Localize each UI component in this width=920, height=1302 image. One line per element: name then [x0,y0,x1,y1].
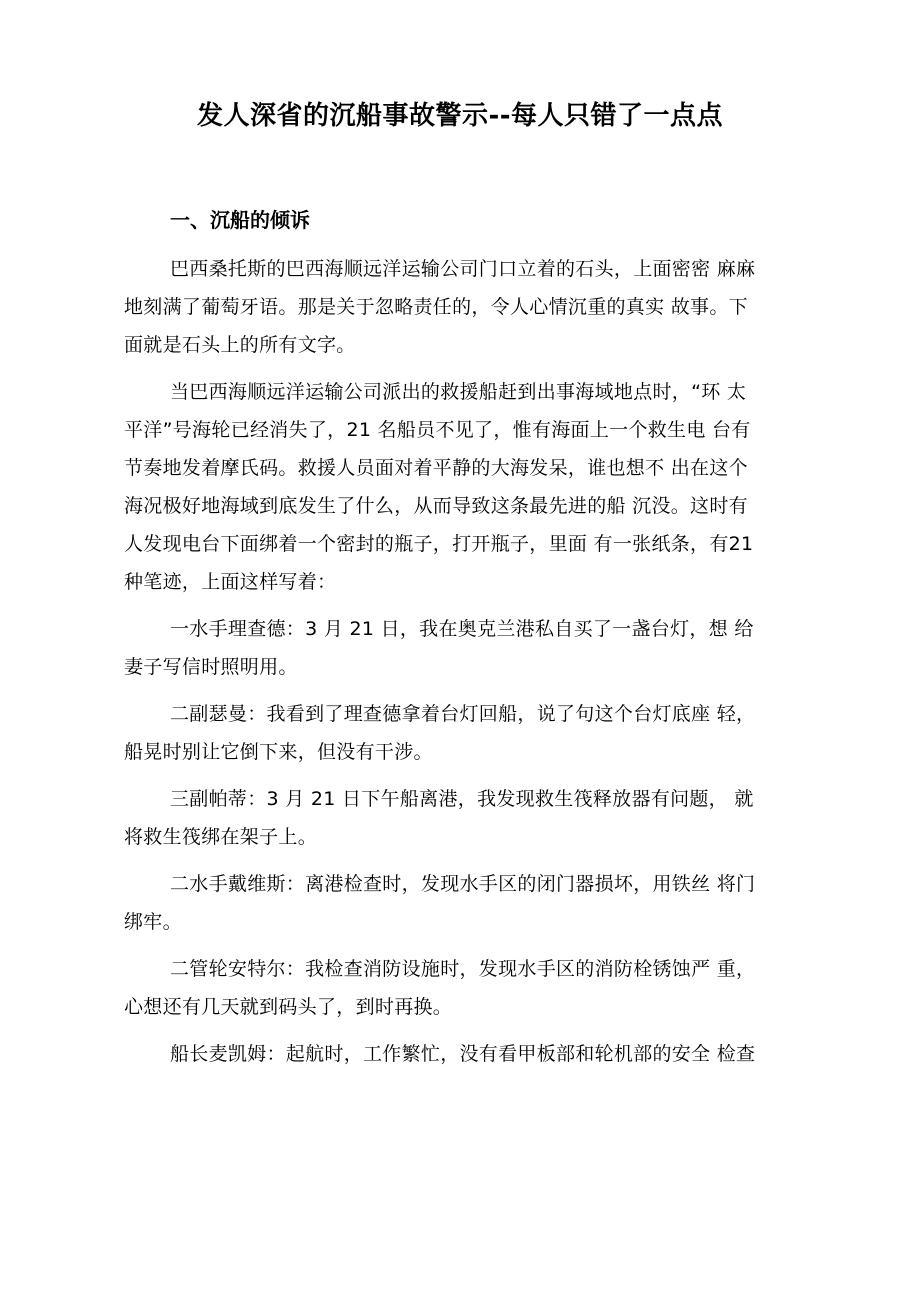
paragraph [124,865,804,941]
paragraph-line: 种笔迹，上面这样写着： [124,571,337,593]
paragraph-line: 妻子写信时照明用。 [124,656,298,678]
document-title: 发人深省的沉船事故警示--每人只错了一点点 [196,101,724,131]
paragraph [124,250,804,364]
paragraph-line: 平洋”号海轮已经消失了，21 名船员不见了，惟有海面上一个救生电 台有 [124,419,751,441]
paragraph [124,610,804,686]
paragraph [124,1035,804,1073]
paragraph-line: 船晃时别让它倒下来，但没有干涉。 [124,741,433,763]
paragraph-line: 二管轮安特尔：我检查消防设施时，发现水手区的消防栓锈蚀严 重， [170,958,756,980]
paragraph-line: 二水手戴维斯：离港检查时，发现水手区的闭门器损坏，用铁丝 将门 [170,873,756,895]
paragraph-line: 节奏地发着摩氏码。救援人员面对着平静的大海发呆，谁也想不 出在这个 [124,457,748,479]
paragraph-line: 三副帕蒂：3 月 21 日下午船离港，我发现救生筏释放器有问题， 就 [170,788,754,810]
paragraph-line: 将救生筏绑在架子上。 [124,826,318,848]
paragraph-line: 面就是石头上的所有文字。 [124,334,356,356]
paragraph-line: 海况极好地海域到底发生了什么，从而导致这条最先进的船 沉没。这时有 [124,495,748,517]
paragraph [124,950,804,1026]
paragraph-line: 二副瑟曼：我看到了理查德拿着台灯回船，说了句这个台灯底座 轻， [170,703,756,725]
paragraph-line: 地刻满了葡萄牙语。那是关于忽略责任的，令人心情沉重的真实 故事。下 [124,296,748,318]
paragraph-line: 船长麦凯姆：起航时，工作繁忙，没有看甲板部和轮机部的安全 检查 [170,1043,756,1065]
paragraph-line: 巴西桑托斯的巴西海顺远洋运输公司门口立着的石头，上面密密 麻麻 [170,258,756,280]
paragraph [124,373,804,601]
paragraph-line: 绑牢。 [124,911,182,933]
paragraph-line: 心想还有几天就到码头了，到时再换。 [124,996,453,1018]
paragraph-line: 人发现电台下面绑着一个密封的瓶子，打开瓶子，里面 有一张纸条，有21 [124,533,754,555]
paragraph [124,780,804,856]
paragraph [124,695,804,771]
document-body [124,250,804,1082]
section-heading: 一、沉船的倾诉 [170,208,310,232]
paragraph-line: 当巴西海顺远洋运输公司派出的救援船赶到出事海域地点时，“环 太 [170,381,747,403]
paragraph-line: 一水手理查德：3 月 21 日，我在奥克兰港私自买了一盏台灯，想 给 [170,618,754,640]
